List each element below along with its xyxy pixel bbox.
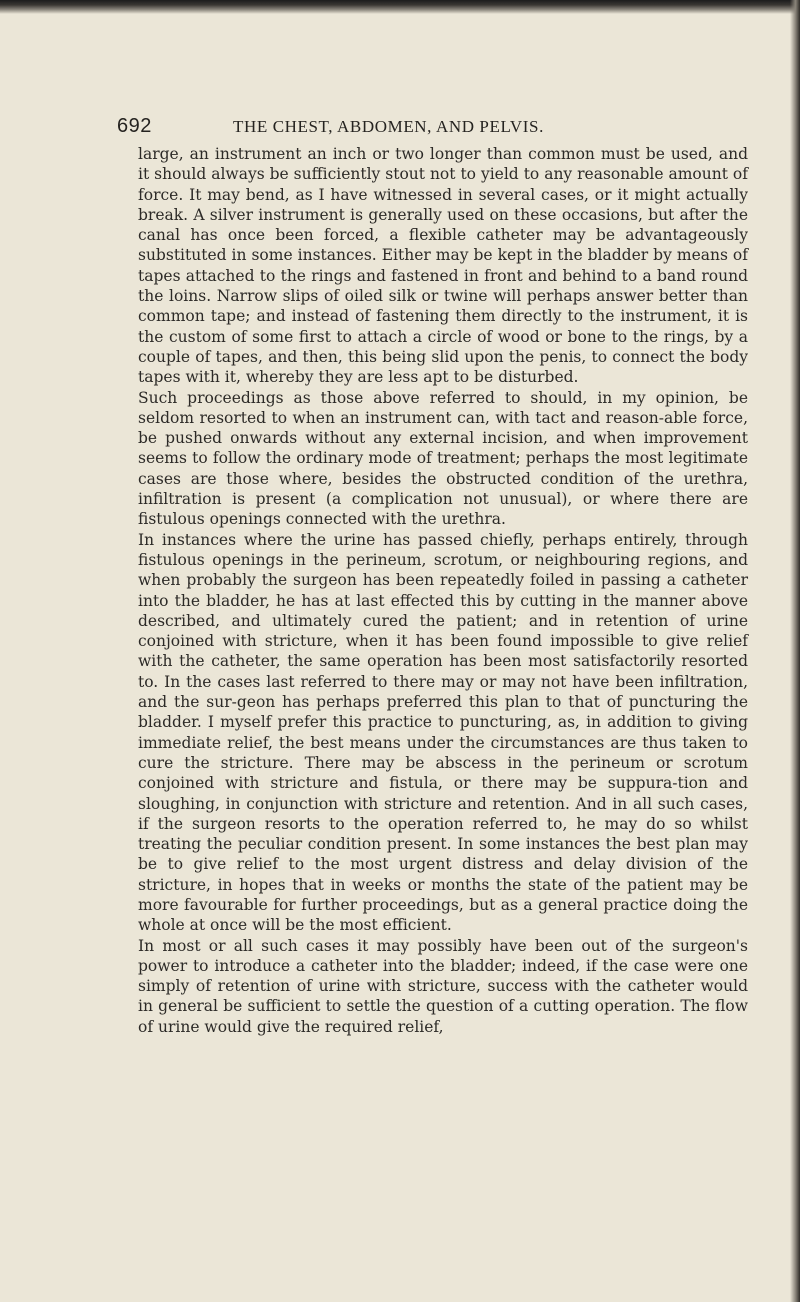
running-head — [117, 115, 717, 137]
running-head-title: THE CHEST, ABDOMEN, AND PELVIS. — [233, 117, 544, 136]
page-number: 692 — [117, 115, 152, 137]
paragraph: In most or all such cases it may possibly have been out of the surgeon's power to introduce a catheter into the bladder; indeed, if the case were one simply of retention of urine with stricture, success with the catheter would in general be sufficient to settle the question of a cutting operation. The flow of urine would give the required relief, — [138, 936, 748, 1036]
paragraph: Such proceedings as those above referred to should, in my opinion, be seldom resorted to when an instrument can, with tact and reason-able force, be pushed onwards without any external incision, and when improvement seems to follow the ordinary mode of treatment; perhaps the most legitimate cases are those where, besides the obstructed condition of the urethra, infiltration is present (a complication not unusual), or where there are fistulous openings connected with the urethra. — [138, 388, 748, 529]
body-text — [138, 144, 748, 1037]
paragraph: In instances where the urine has passed chiefly, perhaps entirely, through fistulous openings in the perineum, scrotum, or neighbouring regions, and when probably the surgeon has been repeatedly foiled in passing a catheter into the bladder, he has at last effected this by cutting in the manner above described, and ultimately cured the patient; and in retention of urine conjoined with stricture, when it has been found impossible to give relief with the catheter, the same operation has been most satisfactorily resorted to. In the cases last referred to there may or may not have been infiltration, and the sur-geon has perhaps preferred this plan to that of puncturing the bladder. I myself prefer this practice to puncturing, as, in addition to giving immediate relief, the best means under the circumstances are thus taken to cure the stricture. There may be abscess in the perineum or scrotum conjoined with stricture and fistula, or there may be suppura-tion and sloughing, in conjunction with stricture and retention. And in all such cases, if the surgeon resorts to the operation referred to, he may do so whilst treating the peculiar condition present. In some instances the best plan may be to give relief to the most urgent distress and delay division of the stricture, in hopes that in weeks or months the state of the patient may be more favourable for further proceedings, but as a general practice doing the whole at once will be the most efficient. — [138, 530, 748, 935]
paragraph: large, an instrument an inch or two longer than common must be used, and it should always be sufficiently stout not to yield to any reasonable amount of force. It may bend, as I have witnessed in several cases, or it might actually break. A silver instrument is generally used on these occasions, but after the canal has once been forced, a flexible catheter may be advantageously substituted in some instances. Either may be kept in the bladder by means of tapes attached to the rings and fastened in front and behind to a band round the loins. Narrow slips of oiled silk or twine will perhaps answer better than common tape; and instead of fastening them directly to the instrument, it is the custom of some first to attach a circle of wood or bone to the rings, by a couple of tapes, and then, this being slid upon the penis, to connect the body tapes with it, whereby they are less apt to be disturbed. — [138, 145, 748, 387]
